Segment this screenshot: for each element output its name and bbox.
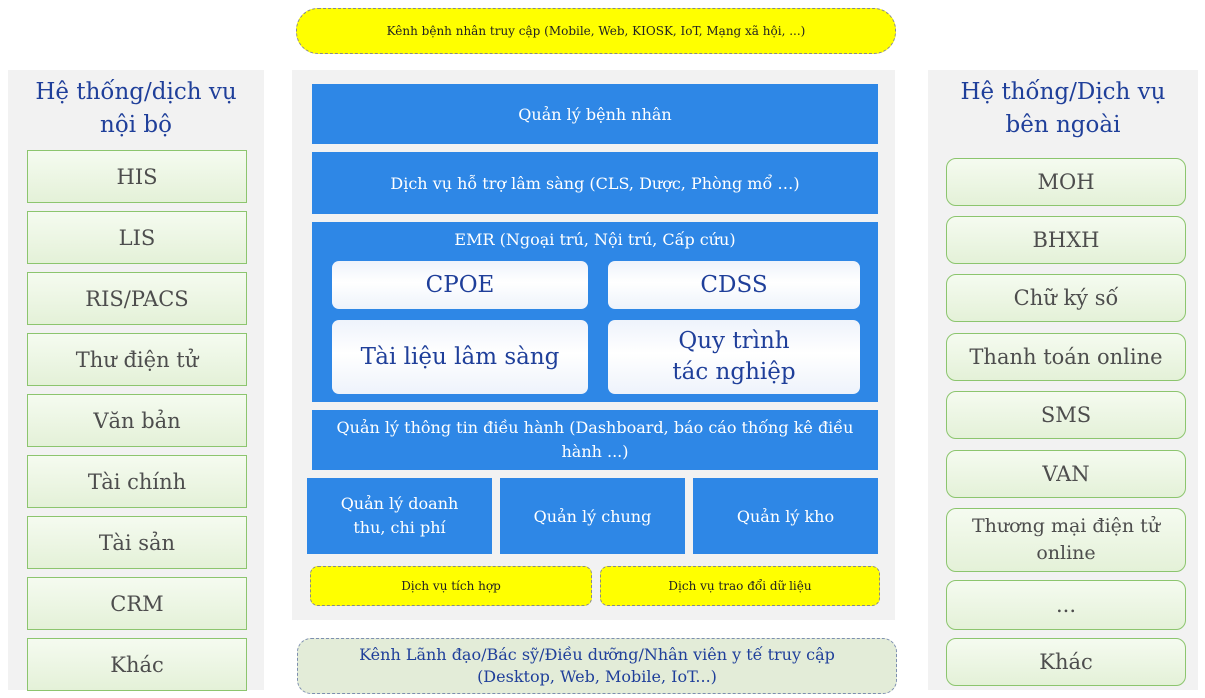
internal-item-ris-pacs: RIS/PACS: [27, 272, 247, 325]
external-item-ellipsis: ...: [946, 580, 1186, 630]
external-item-digital-signature: Chữ ký số: [946, 274, 1186, 322]
external-item-other: Khác: [946, 638, 1186, 686]
external-item-van: VAN: [946, 450, 1186, 498]
internal-item-assets: Tài sản: [27, 516, 247, 569]
emr-title: EMR (Ngoại trú, Nội trú, Cấp cứu): [454, 230, 736, 249]
external-title-line2: bên ngoài: [1005, 112, 1121, 138]
clinical-support-block: Dịch vụ hỗ trợ lâm sàng (CLS, Dược, Phòng mổ …): [312, 152, 878, 214]
external-systems-title: [928, 76, 1198, 142]
external-item-online-payment: Thanh toán online: [946, 333, 1186, 381]
internal-title-line2: nội bộ: [100, 112, 172, 138]
patient-management-block: Quản lý bệnh nhân: [312, 84, 878, 144]
external-item-ecommerce: Thương mại điện tử online: [946, 508, 1186, 572]
general-management-block: Quản lý chung: [500, 478, 685, 554]
internal-item-other: Khác: [27, 638, 247, 691]
external-item-bhxh: BHXH: [946, 216, 1186, 264]
staff-access-channel: [297, 638, 897, 694]
external-item-sms: SMS: [946, 391, 1186, 439]
internal-item-documents: Văn bản: [27, 394, 247, 447]
internal-item-lis: LIS: [27, 211, 247, 264]
external-item-moh: MOH: [946, 158, 1186, 206]
patient-access-channel: [296, 8, 896, 54]
integration-service-block: Dịch vụ tích hợp: [310, 566, 592, 606]
cpoe-block: CPOE: [332, 261, 588, 309]
patient-access-channel-label: Kênh bệnh nhân truy cập (Mobile, Web, KIOSK, IoT, Mạng xã hội, ...): [386, 24, 806, 38]
internal-item-finance: Tài chính: [27, 455, 247, 508]
internal-item-crm: CRM: [27, 577, 247, 630]
workflow-block: Quy trình tác nghiệp: [608, 320, 860, 394]
cdss-block: CDSS: [608, 261, 860, 309]
internal-item-email: Thư điện tử: [27, 333, 247, 386]
revenue-management-block: Quản lý doanh thu, chi phí: [307, 478, 492, 554]
staff-access-channel-label: Kênh Lãnh đạo/Bác sỹ/Điều dưỡng/Nhân viên y tế truy cập (Desktop, Web, Mobile, IoT...): [359, 645, 835, 686]
executive-info-block: Quản lý thông tin điều hành (Dashboard, báo cáo thống kê điều hành ...): [312, 410, 878, 470]
internal-title-line1: Hệ thống/dịch vụ: [35, 79, 237, 105]
clinical-documents-block: Tài liệu lâm sàng: [332, 320, 588, 394]
internal-item-his: HIS: [27, 150, 247, 203]
internal-systems-title: [8, 76, 264, 142]
external-title-line1: Hệ thống/Dịch vụ: [960, 79, 1166, 105]
data-exchange-service-block: Dịch vụ trao đổi dữ liệu: [600, 566, 880, 606]
warehouse-management-block: Quản lý kho: [693, 478, 878, 554]
